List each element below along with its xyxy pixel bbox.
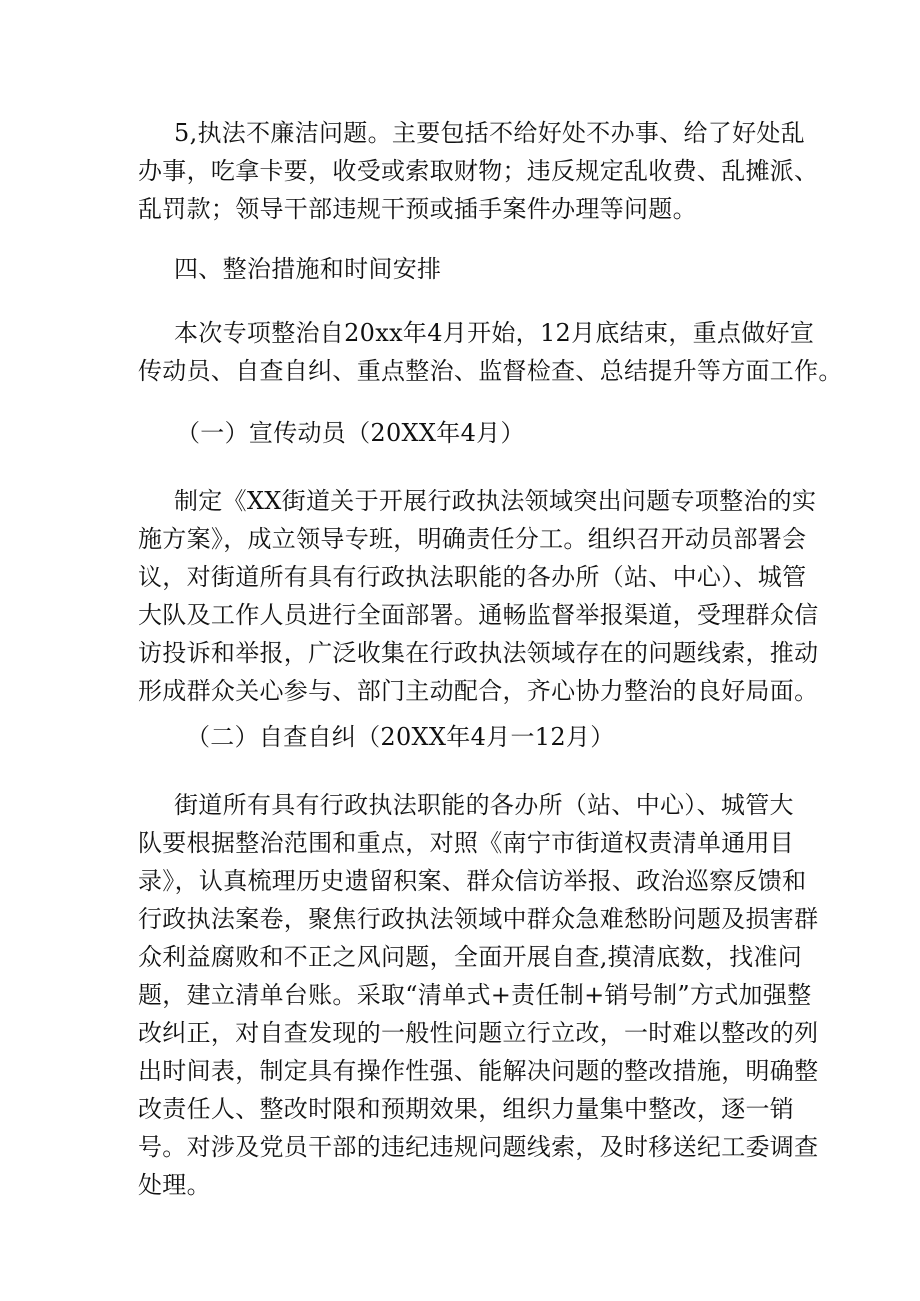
text-line: 处理。 — [138, 1171, 211, 1199]
text-line: 访投诉和举报，广泛收集在行政执法领域存在的问题线索，推动 — [138, 639, 819, 667]
text-line: 录》，认真梳理历史遗留积案、群众信访举报、政治巡察反馈和 — [138, 867, 807, 895]
text-line: 施方案》，成立领导专班，明确责任分工。组织召开动员部署会 — [138, 525, 807, 553]
text-line: 乱罚款；领导干部违规干预或插手案件办理等问题。 — [138, 195, 697, 223]
text-line: 传动员、自查自纠、重点整治、监督检查、总结提升等方面工作。 — [138, 357, 843, 385]
text-line: 改纠正，对自查发现的一般性问题立行立改，一时难以整改的列 — [138, 1019, 819, 1047]
paragraph-publicity — [138, 482, 819, 710]
subheading-text: （二）自查自纠（20XX年4月一12月） — [186, 723, 615, 751]
text-line: 议，对街道所有具有行政执法职能的各办所（站、中心）、城管 — [138, 563, 807, 591]
text-line: 改责任人、整改时限和预期效果，组织力量集中整改，逐一销 — [138, 1095, 795, 1123]
text-line: 行政执法案卷，聚焦行政执法领域中群众急难愁盼问题及损害群 — [138, 905, 819, 933]
text-line: 号。对涉及党员干部的违纪违规问题线索，及时移送纪工委调查 — [138, 1133, 819, 1161]
section-heading-four — [138, 250, 798, 288]
text-line: 队要根据整治范围和重点，对照《南宁市街道权责清单通用目 — [138, 829, 795, 857]
subheading-self-inspection — [138, 718, 798, 756]
heading-text: 四、整治措施和时间安排 — [174, 255, 442, 283]
text-line: 5,执法不廉洁问题。主要包括不给好处不办事、给了好处乱 — [174, 119, 805, 147]
subheading-text: （一）宣传动员（20XX年4月） — [176, 419, 525, 447]
text-line: 本次专项整治自20xx年4月开始，12月底结束，重点做好宣 — [174, 319, 815, 347]
text-line: 题，建立清单台账。采取“清单式+责任制+销号制”方式加强整 — [138, 981, 812, 1009]
text-line: 办事，吃拿卡要，收受或索取财物；违反规定乱收费、乱摊派、 — [138, 157, 819, 185]
text-line: 制定《XX街道关于开展行政执法领域突出问题专项整治的实 — [174, 487, 817, 515]
paragraph-schedule-intro — [138, 314, 843, 390]
text-line: 众利益腐败和不正之风问题，全面开展自查,摸清底数，找准问 — [138, 943, 803, 971]
subheading-publicity — [138, 414, 798, 452]
text-line: 形成群众关心参与、部门主动配合，齐心协力整治的良好局面。 — [138, 677, 819, 705]
paragraph-lax-enforcement — [138, 114, 819, 228]
text-line: 出时间表，制定具有操作性强、能解决问题的整改措施，明确整 — [138, 1057, 819, 1085]
paragraph-self-inspection — [138, 786, 819, 1204]
text-line: 大队及工作人员进行全面部署。通畅监督举报渠道，受理群众信 — [138, 601, 819, 629]
text-line: 街道所有具有行政执法职能的各办所（站、中心）、城管大 — [174, 791, 794, 819]
